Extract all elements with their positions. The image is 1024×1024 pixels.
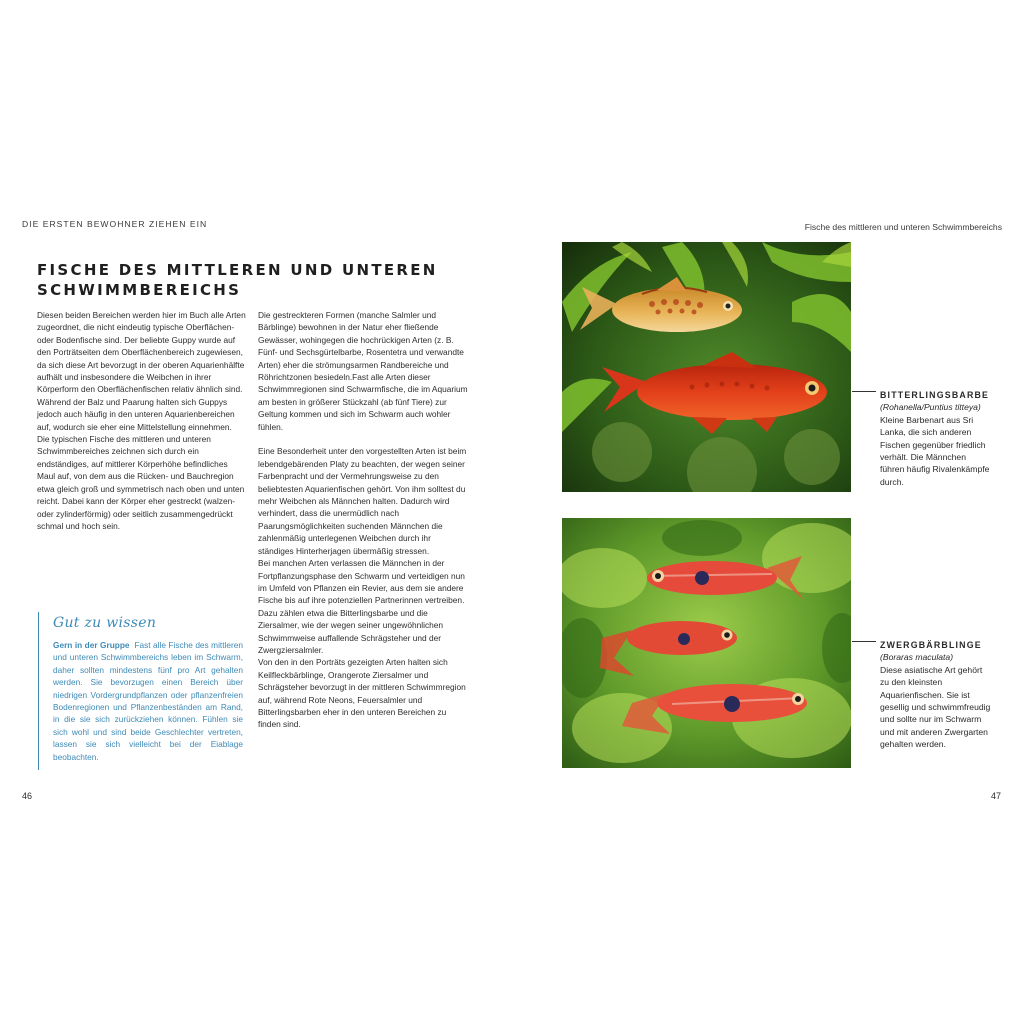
paragraph: Bei manchen Arten verlassen die Männchen in der Fortpflanzungsphase den Schwarm und verteidigen nun im Umfeld von Pflanzen ein Revier, aus dem sie andere Fische bis auf ihre potenziellen Partnerinnen vertreiben. Dazu zählen etwa die Bitterlingsbarbe und die Ziersalmer, wie der wegen seiner ungewöhnlichen Schwimmweise auffallende Schrägsteher und der Zwergziersalmler. xyxy=(258,558,465,655)
caption-leader-line xyxy=(852,641,876,642)
title-line-1: FISCHE DES MITTLEREN UND UNTEREN xyxy=(37,261,438,279)
page-title xyxy=(37,260,457,300)
caption-zwergbaerblinge xyxy=(880,639,992,751)
paragraph: Von den in den Porträts gezeigten Arten halten sich Keilfleckbärblinge, Orangerote Ziersalmer und Schrägsteher bevorzugt in der mittleren Schwimmregion auf, während Rote Neons, Feuersalmler und Bitterlingsbarben eher in den unteren Bereichen zu finden sind. xyxy=(258,657,466,730)
info-box-text xyxy=(53,639,243,763)
title-line-2: SCHWIMMBEREICHS xyxy=(37,281,242,299)
caption-title: BITTERLINGSBARBE xyxy=(880,390,990,400)
info-box-lead: Gern in der Gruppe xyxy=(53,640,130,650)
paragraph: Die gestreckteren Formen (manche Salmler und Bärblinge) bewohnen in der Natur eher fließende Gewässer, wohingegen die hochrückigen Arten (z. B. Fünf- und Sechsgürtelbarbe, Rosentetra und verwandte Arten) eher die strömungsarmen Randbereiche und Röhrichtzonen besiedeln.Fast alle Arten dieser Schwimmregionen sind Schwarmfische, die im Aquarium am besten in größerer Stückzahl (ab fünf Tiere) zur Geltung kommen und sich im Schwarm auch wohler fühlen. xyxy=(258,310,468,432)
paragraph: Diesen beiden Bereichen werden hier im Buch alle Arten zugeordnet, die nicht eindeutig typische Oberflächen- oder Bodenfische sind. Der beliebte Guppy wurde auf den Porträtseiten dem Oberflächenbereich zugewiesen, da sich diese Art bevorzugt in der oberen Aquarienhälfte aufhält und insbesondere die Weibchen in ihrer Körperform den Oberflächenfischen relativ ähnlich sind. Während der Balz und Paarung halten sich Guppys jedoch auch häufig in den unteren Aquarienbereichen auf, wodurch sie eher eine Mittelstellung einnehmen. xyxy=(37,310,246,432)
running-head-right: Fische des mittleren und unteren Schwimmbereichs xyxy=(804,222,1002,232)
paragraph: Die typischen Fische des mittleren und unteren Schwimmbereiches zeichnen sich durch ein endständiges, auf mittlerer Körperhöhe befindliches Maul auf, von dem aus die Rücken- und Bauchregion etwa gleich groß und symmetrisch nach oben und unten reicht. Dabei kann der Körper eher gestreckt (walzen- oder zylinderförmig) oder seitlich zusammengedrückt schmal und hoch sein. xyxy=(37,434,245,531)
zwergbaerblinge-photo xyxy=(562,518,851,768)
caption-latin-name: (Rohanella/Puntius titteya) xyxy=(880,402,981,413)
caption-latin-name: (Boraras maculata) xyxy=(880,652,954,663)
caption-leader-line xyxy=(852,391,876,392)
caption-text: Diese asiatische Art gehört zu den kleinsten Aquarienfischen. Sie ist gesellig und schwimmfreudig und sollte nur im Schwarm und mit anderen Zwergarten gehalten werden. xyxy=(880,664,991,750)
caption-text: Kleine Barbenart aus Sri Lanka, die sich anderen Fischen gegenüber friedlich verhält. Die Männchen führen häufig Rivalenkämpfe durch. xyxy=(880,414,990,487)
body-column-1 xyxy=(37,309,247,532)
info-box-heading: Gut zu wissen xyxy=(53,615,157,631)
running-head-left: DIE ERSTEN BEWOHNER ZIEHEN EIN xyxy=(22,219,208,229)
page-number-left: 46 xyxy=(22,791,33,801)
caption-title: ZWERGBÄRBLINGE xyxy=(880,640,982,650)
page-number-right: 47 xyxy=(990,791,1001,801)
bitterlingsbarbe-photo xyxy=(562,242,851,492)
caption-bitterlingsbarbe xyxy=(880,389,992,488)
body-column-2 xyxy=(258,309,468,731)
info-box-body: Fast alle Fische des mittleren und unteren Schwimmbereichs leben im Schwarm, daher sollten mindestens fünf pro Art gehalten werden. Sie bevorzugen einen Bereich über niedrigen Vordergrundpflanzen oder pflanzenfreien Bodenregionen und Pflanzenbeständen am Rand, in die sie sich zurückziehen können. Fühlen sie sich wohl und sind beide Geschlechter vertreten, lassen sie sich vielleicht bei der Eiablage beobachten. xyxy=(53,640,243,762)
paragraph: Eine Besonderheit unter den vorgestellten Arten ist beim lebendgebärenden Platy zu beachten, der wegen seiner Farbenpracht und der Vermehrungsweise zu den beliebtesten Aquarienfischen gehört. Von ihm solltest du mehr Weibchen als Männchen halten. Dadurch wird verhindert, dass die unermüdlich nach Paarungsmöglichkeiten suchenden Männchen die zahlenmäßig unterlegenen Weibchen durch ihr ständiges Hinterherjagen übermäßig stressen. xyxy=(258,446,467,556)
